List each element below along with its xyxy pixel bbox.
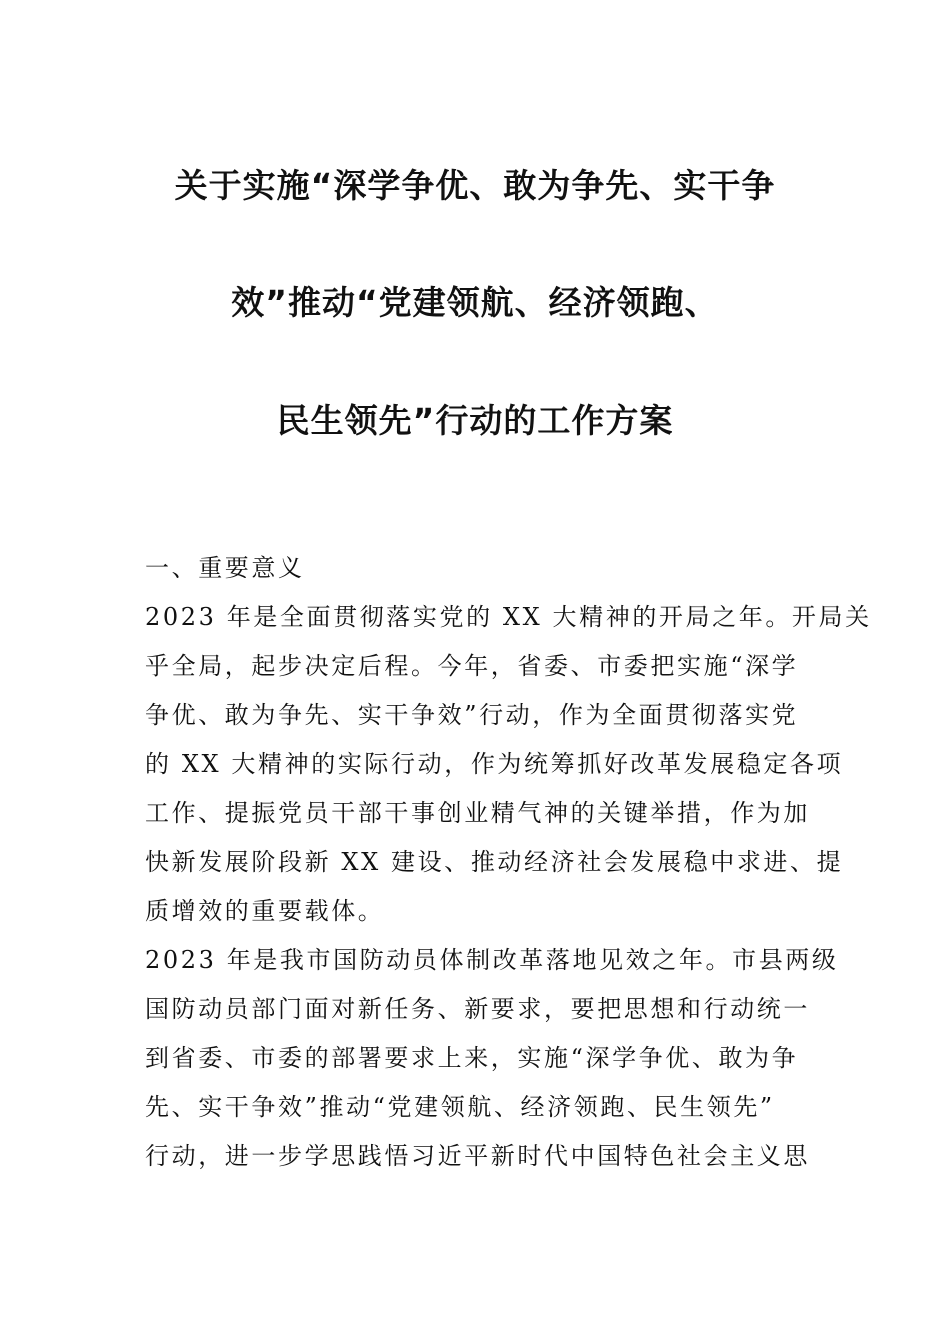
document-title-line-1: 关于实施“深学争优、敢为争先、实干争 bbox=[174, 166, 776, 205]
paragraph2-line: 先、实干争效”推动“党建领航、经济领跑、民生领先” bbox=[145, 1093, 775, 1121]
paragraph1-line: 乎全局，起步决定后程。今年，省委、市委把实施“深学 bbox=[145, 652, 799, 680]
paragraph1-line: 的 XX 大精神的实际行动，作为统筹抓好改革发展稳定各项 bbox=[145, 750, 844, 778]
document-title-line-2: 效”推动“党建领航、经济领跑、 bbox=[231, 283, 719, 322]
section-heading: 一、重要意义 bbox=[145, 554, 305, 582]
paragraph1-line: 质增效的重要载体。 bbox=[145, 897, 385, 925]
paragraph1-line: 快新发展阶段新 XX 建设、推动经济社会发展稳中求进、提 bbox=[145, 848, 844, 876]
paragraph1-line: 争优、敢为争先、实干争效”行动，作为全面贯彻落实党 bbox=[145, 701, 799, 729]
paragraph1-line: 2023 年是全面贯彻落实党的 XX 大精神的开局之年。开局关 bbox=[145, 603, 872, 631]
paragraph2-line: 到省委、市委的部署要求上来，实施“深学争优、敢为争 bbox=[145, 1044, 799, 1072]
document-title-line-3: 民生领先”行动的工作方案 bbox=[276, 401, 674, 440]
paragraph2-line: 行动，进一步学思践悟习近平新时代中国特色社会主义思 bbox=[145, 1142, 810, 1170]
paragraph2-line: 2023 年是我市国防动员体制改革落地见效之年。市县两级 bbox=[145, 946, 839, 974]
paragraph2-line: 国防动员部门面对新任务、新要求，要把思想和行动统一 bbox=[145, 995, 810, 1023]
paragraph1-line: 工作、提振党员干部干事创业精气神的关键举措，作为加 bbox=[145, 799, 810, 827]
